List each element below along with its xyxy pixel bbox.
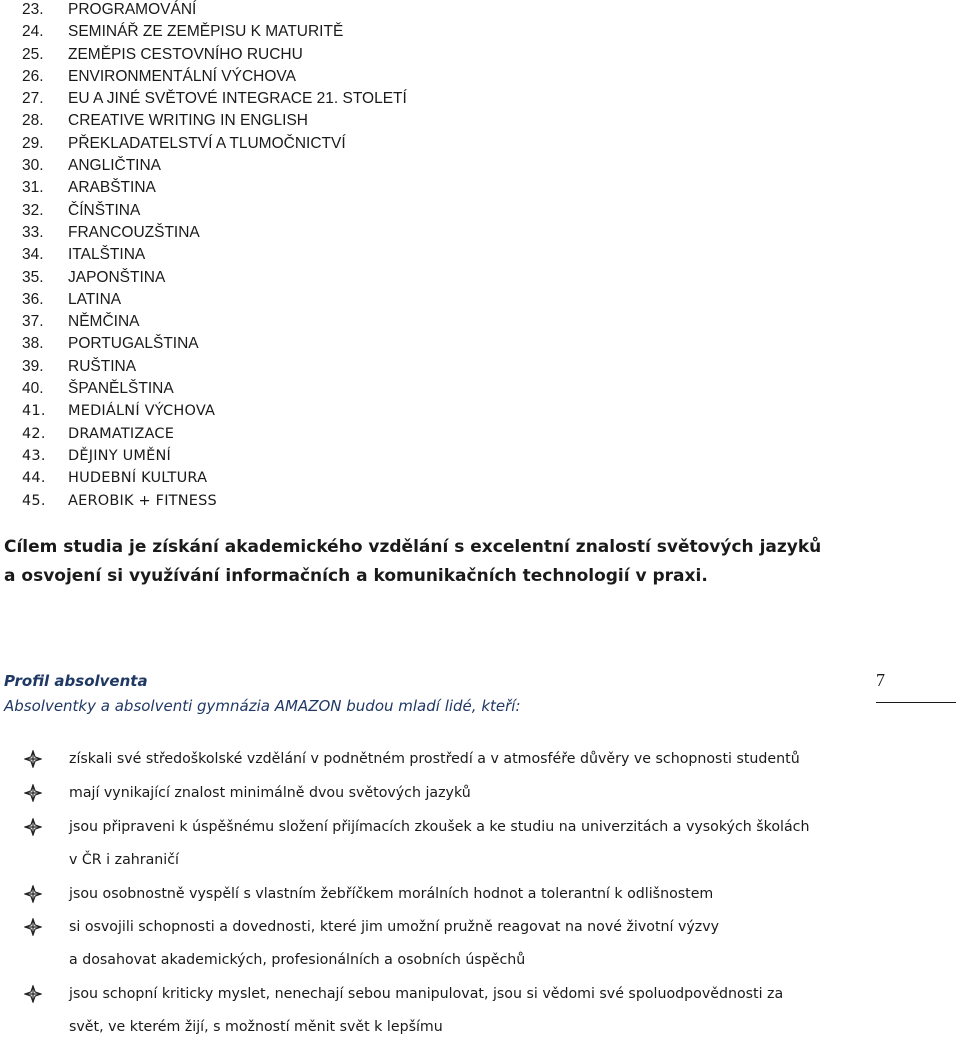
subject-item xyxy=(22,423,407,445)
subject-name: RUŠTINA xyxy=(68,357,137,375)
list-item xyxy=(24,978,836,1044)
list-item-text: mají vynikající znalost minimálně dvou světových jazyků xyxy=(69,785,471,801)
subject-item xyxy=(22,21,407,43)
subject-name: FRANCOUZŠTINA xyxy=(68,223,200,241)
subject-number: 23. xyxy=(22,1,44,18)
subject-number: 41. xyxy=(22,403,46,420)
list-item-text: jsou osobnostně vyspělí s vlastním žebříčkem morálních hodnot a tolerantní k odlišnostem xyxy=(69,886,714,902)
subject-name: ZEMĚPIS CESTOVNÍHO RUCHU xyxy=(68,45,303,63)
profile-intro: Absolventky a absolventi gymnázia AMAZON budou mladí lidé, kteří: xyxy=(4,697,521,715)
subject-item xyxy=(22,356,407,378)
subject-item xyxy=(22,333,407,355)
subject-item xyxy=(22,222,407,244)
subject-number: 35. xyxy=(22,268,44,286)
study-goal xyxy=(4,533,944,591)
subject-name: DRAMATIZACE xyxy=(68,425,175,442)
subject-number: 26. xyxy=(22,67,44,85)
subject-number: 34. xyxy=(22,246,44,264)
subject-item xyxy=(22,44,407,66)
subject-name: ČÍNŠTINA xyxy=(68,201,141,219)
subject-number: 43. xyxy=(22,447,46,464)
subject-name: ANGLIČTINA xyxy=(68,157,162,175)
subject-number: 24. xyxy=(22,23,44,41)
study-goal-line-1: Cílem studia je získání akademického vzdělání s excelentní znalostí světových jazyků xyxy=(4,537,822,557)
subject-name: ITALŠTINA xyxy=(68,246,146,264)
subject-number: 27. xyxy=(22,90,44,108)
subject-name: ARABŠTINA xyxy=(68,179,156,197)
subject-number: 45. xyxy=(22,492,46,509)
subject-number: 32. xyxy=(22,201,44,219)
subject-name: MEDIÁLNÍ VÝCHOVA xyxy=(68,403,216,420)
subject-number: 25. xyxy=(22,45,44,63)
subject-item xyxy=(22,133,407,155)
subject-name: SEMINÁŘ ZE ZEMĚPISU K MATURITĚ xyxy=(68,23,344,41)
subject-name: EU A JINÉ SVĚTOVÉ INTEGRACE 21. STOLETÍ xyxy=(68,90,407,108)
study-goal-line-2: a osvojení si využívání informačních a komunikačních technologií v praxi. xyxy=(4,566,708,586)
subject-item xyxy=(22,289,407,311)
subject-item xyxy=(22,311,407,333)
list-item-text: jsou schopní kriticky myslet, nenechají sebou manipulovat, jsou si vědomi své spoluodpovědnosti za xyxy=(69,986,784,1002)
subject-number: 33. xyxy=(22,223,44,241)
four-diamond-star-icon xyxy=(24,750,42,768)
subject-name: CREATIVE WRITING IN ENGLISH xyxy=(68,112,308,130)
subject-item xyxy=(22,445,407,467)
four-diamond-star-icon xyxy=(24,985,42,1003)
subject-item xyxy=(22,490,407,512)
subject-number: 42. xyxy=(22,425,46,442)
subject-number: 30. xyxy=(22,157,44,175)
subject-item xyxy=(22,155,407,177)
subject-number: 40. xyxy=(22,380,44,398)
list-item xyxy=(24,743,836,776)
subject-number: 31. xyxy=(22,179,44,197)
subject-name: ENVIRONMENTÁLNÍ VÝCHOVA xyxy=(68,67,296,85)
subject-item xyxy=(22,66,407,88)
subject-item xyxy=(22,400,407,422)
list-item-text-continued: v ČR i zahraničí xyxy=(69,852,179,868)
list-item-text-continued: a dosahovat akademických, profesionálních a osobních úspěchů xyxy=(69,952,526,968)
subject-item xyxy=(22,88,407,110)
list-item xyxy=(24,777,836,810)
subject-name: JAPONŠTINA xyxy=(68,268,166,286)
subject-number: 28. xyxy=(22,112,44,130)
subject-item xyxy=(22,378,407,400)
profile-title: Profil absolventa xyxy=(4,672,148,690)
subject-number: 37. xyxy=(22,313,44,331)
subject-item xyxy=(22,110,407,132)
subject-item xyxy=(22,467,407,489)
subject-name: ŠPANĚLŠTINA xyxy=(68,380,174,398)
list-item-text-continued: svět, ve kterém žijí, s možností měnit svět k lepšímu xyxy=(69,1019,443,1035)
subject-number: 39. xyxy=(22,357,44,375)
four-diamond-star-icon xyxy=(24,885,42,903)
page-number: 7 xyxy=(876,670,885,690)
four-diamond-star-icon xyxy=(24,918,42,936)
subject-number: 29. xyxy=(22,134,44,152)
subject-item xyxy=(22,0,407,21)
subject-name: DĚJINY UMĚNÍ xyxy=(68,447,172,464)
subject-item xyxy=(22,200,407,222)
list-item xyxy=(24,811,836,877)
subject-list xyxy=(22,0,407,512)
subject-item xyxy=(22,177,407,199)
list-item-text: si osvojili schopnosti a dovednosti, které jim umožní pružně reagovat na nové životní výzvy xyxy=(69,919,719,935)
list-item-text: získali své středoškolské vzdělání v podnětném prostředí a v atmosféře důvěry ve schopnosti studentů xyxy=(69,751,800,767)
subject-number: 36. xyxy=(22,290,44,308)
list-item-text: jsou připraveni k úspěšnému složení přijímacích zkoušek a ke studiu na univerzitách a vysokých školách xyxy=(69,819,810,835)
subject-number: 44. xyxy=(22,470,46,487)
four-diamond-star-icon xyxy=(24,818,42,836)
subject-name: PROGRAMOVÁNÍ xyxy=(68,1,197,18)
four-diamond-star-icon xyxy=(24,784,42,802)
subject-number: 38. xyxy=(22,335,44,353)
subject-name: AEROBIK + FITNESS xyxy=(68,492,217,509)
subject-item xyxy=(22,267,407,289)
page-number-rule xyxy=(876,702,956,703)
subject-name: LATINA xyxy=(68,290,122,308)
subject-name: HUDEBNÍ KULTURA xyxy=(68,470,208,487)
list-item xyxy=(24,878,836,911)
subject-item xyxy=(22,244,407,266)
subject-name: NĚMČINA xyxy=(68,313,140,331)
list-item xyxy=(24,911,836,977)
subject-name: PORTUGALŠTINA xyxy=(68,335,199,353)
subject-name: PŘEKLADATELSTVÍ A TLUMOČNICTVÍ xyxy=(68,134,346,152)
